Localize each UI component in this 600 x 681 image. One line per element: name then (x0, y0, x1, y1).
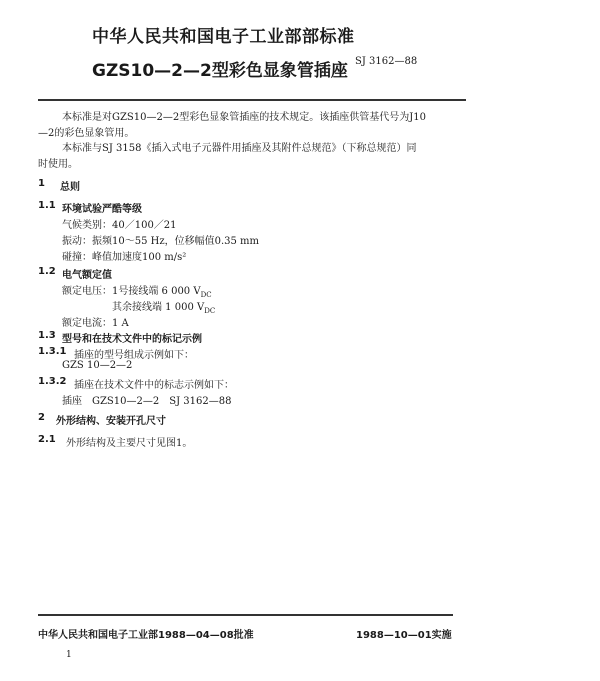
model-example: GZS 10—2—2 (62, 360, 133, 371)
rated-voltage-other-terminals: 其余接线端 1 000 $V_{DC}$ (112, 302, 216, 315)
approval-line: 中华人民共和国电子工业部1988—04—08批准 (38, 630, 254, 641)
vibration-spec: 振动：振频10～55 Hz，位移幅值0.35 mm (62, 236, 260, 247)
footer-rule (38, 614, 453, 616)
section-2-number: 2 (38, 412, 45, 423)
marking-example: 插座 GZS10—2—2 SJ 3162—88 (62, 396, 232, 407)
section-1-1-title: 环境试验严酷等级 (62, 204, 142, 215)
section-1-3-1-text: 插座的型号组成示例如下： (74, 350, 194, 361)
section-1-3-number: 1.3 (38, 330, 56, 341)
section-1-3-title: 型号和在技术文件中的标记示例 (62, 334, 202, 345)
section-2-1-text: 外形结构及主要尺寸见图1。 (66, 438, 193, 449)
section-1-2-number: 1.2 (38, 266, 56, 277)
standard-organization: 中华人民共和国电子工业部部标准 (92, 27, 355, 47)
section-1-3-2-text: 插座在技术文件中的标志示例如下： (74, 380, 234, 391)
intro-paragraph-2-line-1: 本标准与SJ 3158《插入式电子元器件用插座及其附件总规范》（下称总规范）同 (62, 143, 417, 154)
bump-spec: 碰撞：峰值加速度100 m/s² (62, 252, 187, 263)
section-1-1-number: 1.1 (38, 200, 56, 211)
rated-voltage-terminal-1: 额定电压：1号接线端 6 000 $V_{DC}$ (62, 286, 212, 299)
rated-current: 额定电流：1 A (62, 318, 129, 329)
intro-paragraph-1-line-1: 本标准是对GZS10—2—2型彩色显象管插座的技术规定。该插座供管基代号为J10 (62, 112, 426, 123)
section-1-title: 总则 (60, 182, 80, 193)
section-1-2-title: 电气额定值 (62, 270, 112, 281)
section-2-title: 外形结构、安装开孔尺寸 (56, 416, 166, 427)
section-1-3-1-number: 1.3.1 (38, 346, 67, 357)
header-rule (38, 99, 466, 101)
section-1-3-2-number: 1.3.2 (38, 376, 67, 387)
document-title: GZS10—2—2型彩色显象管插座 (92, 61, 348, 81)
effective-date: 1988—10—01实施 (356, 630, 452, 641)
standard-code: SJ 3162—88 (355, 56, 418, 67)
climate-category: 气候类别：40／100／21 (62, 220, 177, 231)
section-2-1-number: 2.1 (38, 434, 56, 445)
section-1-number: 1 (38, 178, 45, 189)
intro-paragraph-1-line-2: —2的彩色显象管用。 (38, 128, 135, 139)
intro-paragraph-2-line-2: 时使用。 (38, 159, 78, 170)
page-number: 1 (66, 650, 72, 660)
